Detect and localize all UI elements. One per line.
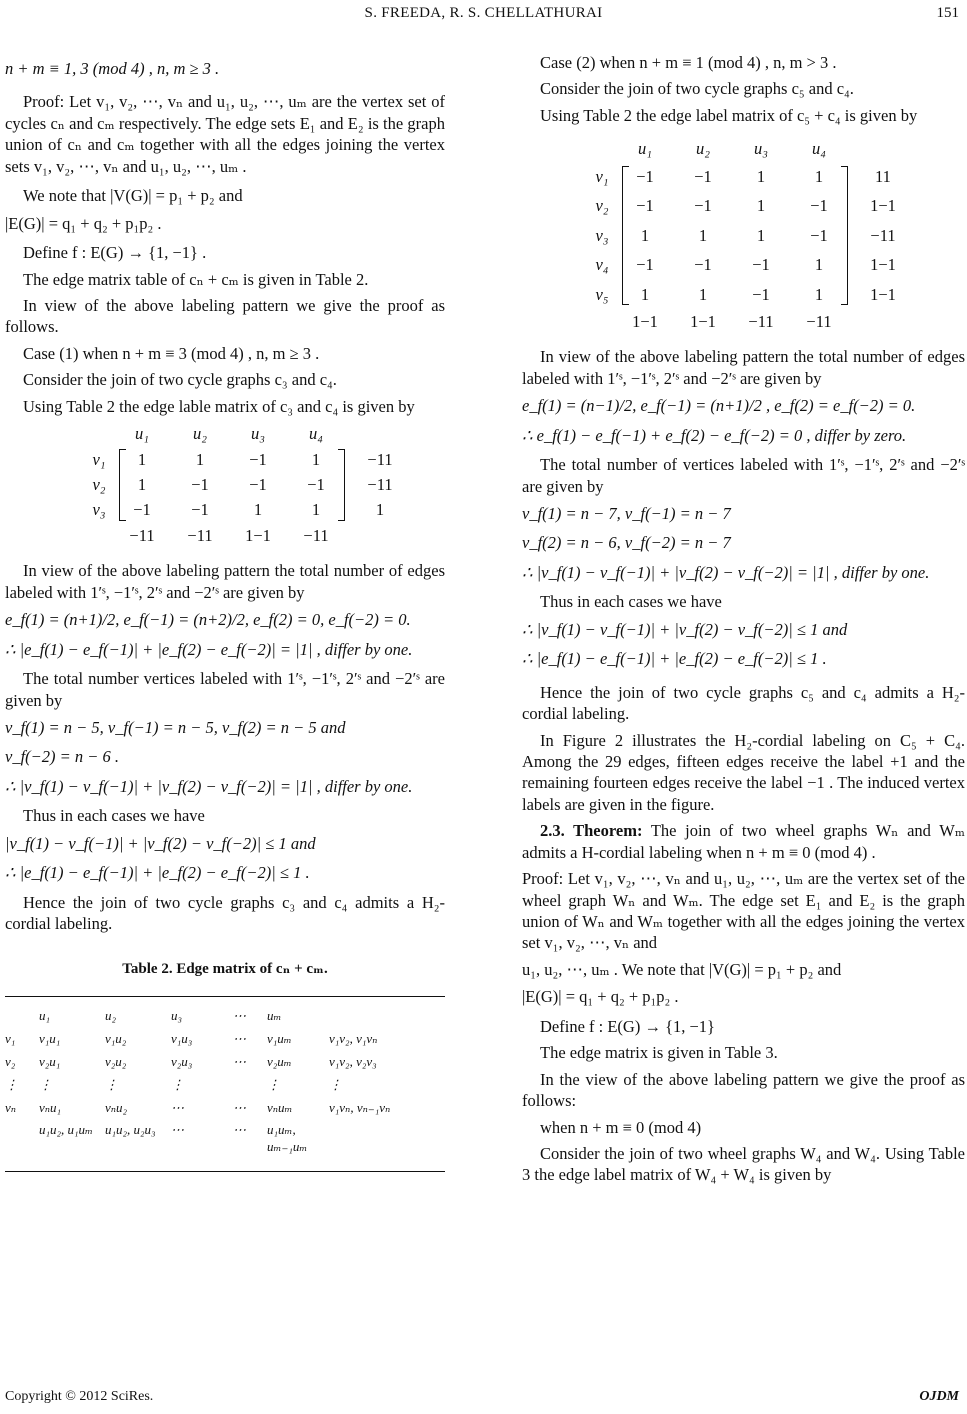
table-cell: vₙuₘ	[267, 1099, 293, 1115]
case1-conclusion: Hence the join of two cycle graphs c₃ and c₄ admits a H₂-cordial labeling.	[5, 892, 445, 933]
thus-statement: Thus in each cases we have	[540, 592, 722, 612]
matrix-bottom-cell: −11	[187, 525, 213, 545]
table-cell	[5, 1122, 35, 1156]
matrix-row-tail: 11	[875, 166, 891, 186]
case2-heading: Case (2) when n + m ≡ 1 (mod 4) , n, m > 3 .	[540, 53, 837, 72]
matrix-cell: 1	[756, 166, 766, 186]
matrix-col-header: u₄	[812, 139, 826, 159]
vertex-count-intro: The total number of vertices labeled with 1′ˢ, −1′ˢ, 2′ˢ and −2′ˢ are given by	[522, 455, 965, 496]
matrix-cell: −1	[752, 284, 770, 304]
table-cell: u₃	[171, 1007, 183, 1023]
matrix-cell: −1	[636, 255, 654, 275]
matrix-cell: 1	[311, 500, 321, 520]
wheel-proof-paragraph: Proof: Let v₁, v₂, ⋯, vₙ and u₁, u₂, ⋯, uₘ are the vertex set of the wheel graph Wₙ and Wₘ. The edge set E₁ and E₂ is the graph union of Wₙ and Wₘ together with all the edges joining the vertex set v₁, v₂, ⋯, vₙ and	[522, 869, 965, 953]
edge-count-equation: e_f(1) = (n−1)/2, e_f(−1) = (n+1)/2 , e_f(2) = e_f(−2) = 0.	[522, 396, 916, 416]
matrix-row-tail: 1−1	[870, 284, 896, 304]
matrix-brackets	[622, 166, 848, 305]
case2-conclusion: Hence the join of two cycle graphs c₅ and c₄ admits a H₂-cordial labeling.	[522, 682, 965, 724]
matrix-col-header: u₁	[638, 139, 652, 159]
table-cell: u₁u₂, u₁uₘ	[39, 1122, 94, 1138]
table-cell: uₘ	[267, 1007, 282, 1023]
matrix-cell: 1	[311, 449, 321, 469]
theorem-heading: 2.3. Theorem:	[540, 821, 643, 841]
matrix-bottom-cell: −11	[129, 525, 155, 545]
table-cell	[233, 1077, 263, 1094]
matrix-row-label: v₃	[595, 225, 609, 245]
matrix-cell: 1	[195, 449, 205, 469]
matrix-row-tail: −11	[870, 225, 896, 245]
left-column	[5, 52, 445, 1172]
table-row	[5, 1028, 445, 1051]
table-caption: Table 2. Edge matrix of cₙ + cₘ.	[122, 961, 328, 978]
page-header	[0, 4, 967, 28]
wheel-edge-count: |E(G)| = q₁ + q₂ + p₁p₂ .	[522, 987, 679, 1007]
matrix-row-tail: 1	[375, 500, 385, 520]
table-cell: ⋮	[5, 1076, 18, 1092]
theorem-2-3	[522, 820, 965, 863]
vertex-inequality: |v_f(1) − v_f(−1)| + |v_f(2) − v_f(−2)| ≤ 1 and	[5, 833, 316, 853]
define-function: Define f : E(G) → {1, −1} .	[23, 243, 207, 263]
table-cell: ⋮	[105, 1076, 118, 1092]
matrix-col-header: u₃	[754, 139, 768, 159]
vertex-count-equation: v_f(1) = n − 7, v_f(−1) = n − 7	[522, 504, 731, 523]
table-cell: v₁u₁	[39, 1030, 61, 1046]
matrix-col-header: u₂	[696, 139, 710, 159]
edge-label-matrix-c3-c4	[85, 423, 445, 546]
edge-count-intro: In view of the above labeling pattern the total number of edges labeled with 1′ˢ, −1′ˢ, 2′ˢ and −2′ˢ are given by	[522, 347, 965, 388]
matrix-cell: 1	[253, 500, 263, 520]
matrix-bottom-cell: −11	[748, 311, 774, 331]
table-row	[5, 1119, 445, 1159]
matrix-row-label: v₃	[92, 500, 106, 520]
matrix-row-tail: −11	[367, 475, 393, 494]
theorem-condition: n + m ≡ 1, 3 (mod 4) , n, m ≥ 3 .	[5, 59, 220, 78]
matrix-cell: −1	[810, 196, 828, 216]
matrix-col-header: u₂	[193, 424, 207, 444]
theorem-statement: The join of two wheel graphs Wₙ and Wₘ admits a H-cordial labeling when n + m ≡ 0 (mod 4) .	[522, 821, 965, 862]
matrix-row-label: v₁	[92, 449, 106, 469]
matrix-col-header: u₁	[135, 424, 149, 444]
matrix-cell: −1	[249, 475, 267, 494]
table-cell: ⋮	[267, 1076, 280, 1092]
table-cell: v₁v₂, v₁vₙ	[329, 1030, 378, 1046]
matrix-row-label: v₅	[595, 284, 609, 304]
matrix-cell: 1	[640, 284, 650, 304]
vertex-count-intro: The total number vertices labeled with 1′ˢ, −1′ˢ, 2′ˢ and −2′ˢ are given by	[5, 669, 445, 710]
matrix-cell: 1	[814, 255, 824, 275]
matrix-brackets	[119, 449, 345, 521]
matrix-bottom-cell: −11	[303, 525, 329, 545]
proof-intro: In view of the above labeling pattern we give the proof as follows.	[5, 295, 445, 337]
matrix-cell: −1	[191, 475, 209, 494]
matrix-cell: −1	[694, 196, 712, 216]
table-cell: ⋯	[171, 1099, 184, 1115]
edge-label-matrix-c5-c4	[588, 138, 965, 332]
matrix-row-tail: 1−1	[870, 196, 896, 216]
journal-name: OJDM	[919, 1389, 959, 1404]
table-cell	[5, 1008, 35, 1025]
table-cell: v₂	[5, 1053, 16, 1069]
wheel-table-reference: The edge matrix is given in Table 3.	[540, 1043, 778, 1063]
vertex-difference-equation: ∴ |v_f(1) − v_f(−1)| + |v_f(2) − v_f(−2)| = |1| , differ by one.	[5, 776, 413, 796]
edge-difference-equation: ∴ e_f(1) − e_f(−1) + e_f(2) − e_f(−2) = 0 , differ by zero.	[522, 425, 907, 445]
case1-matrix-intro: Using Table 2 the edge lable matrix of c₃ and c₄ is given by	[23, 396, 415, 416]
table-cell: v₁vₙ, vₙ₋₁vₙ	[329, 1099, 391, 1115]
matrix-cell: 1	[698, 225, 708, 245]
vertex-inequality: ∴ |v_f(1) − v_f(−1)| + |v_f(2) − v_f(−2)| ≤ 1 and	[522, 619, 848, 639]
table-cell	[329, 1008, 419, 1025]
table-row	[5, 1074, 445, 1097]
table-cell: ⋯	[233, 1007, 246, 1023]
matrix-bottom-cell: −11	[806, 311, 832, 331]
table-cell: v₁u₃	[171, 1030, 193, 1046]
vertex-difference-equation: ∴ |v_f(1) − v_f(−1)| + |v_f(2) − v_f(−2)| = |1| , differ by one.	[522, 562, 930, 582]
table-cell: ⋯	[233, 1099, 246, 1115]
matrix-cell: 1	[814, 284, 824, 304]
case1-heading: Case (1) when n + m ≡ 3 (mod 4) , n, m ≥ 3 .	[23, 343, 320, 363]
case2-consider: Consider the join of two cycle graphs c₅ and c₄.	[540, 79, 854, 99]
matrix-row-tail: 1−1	[870, 255, 896, 275]
edge-count-equation: e_f(1) = (n+1)/2, e_f(−1) = (n+2)/2, e_f(2) = 0, e_f(−2) = 0.	[5, 610, 411, 630]
table-cell: ⋯	[171, 1122, 184, 1138]
table-cell: ⋮	[171, 1076, 184, 1092]
thus-statement: Thus in each cases we have	[23, 806, 205, 826]
matrix-cell: −1	[307, 475, 325, 494]
matrix-cell: 1	[640, 225, 650, 245]
table-cell: v₂u₂	[105, 1053, 127, 1069]
copyright: Copyright © 2012 SciRes.	[5, 1389, 154, 1404]
matrix-cell: −1	[694, 166, 712, 186]
matrix-body	[85, 449, 445, 521]
table-cell: ⋮	[39, 1076, 52, 1092]
table-row	[5, 1051, 445, 1074]
wheel-define-function: Define f : E(G) → {1, −1}	[540, 1016, 715, 1036]
edge-inequality: ∴ |e_f(1) − e_f(−1)| + |e_f(2) − e_f(−2)| ≤ 1 .	[522, 649, 827, 669]
matrix-cell: −1	[133, 500, 151, 520]
table-cell: u₂	[105, 1007, 117, 1023]
matrix-cell: 1	[137, 475, 147, 494]
matrix-body	[588, 166, 965, 305]
matrix-cell: 1	[814, 166, 824, 186]
matrix-bottom-cell: 1−1	[632, 311, 658, 331]
matrix-bottom-cell: 1−1	[690, 311, 716, 331]
vertex-count-equation-2: v_f(−2) = n − 6 .	[5, 747, 120, 767]
vertex-count: We note that |V(G)| = p₁ + p₂ and	[23, 186, 243, 206]
figure2-description: In Figure 2 illustrates the H₂-cordial labeling on C₅ + C₄. Among the 29 edges, fifteen edges receive the label +1 and the remaining fourteen edges receive the label −1 . The induced vertex labels are given in the figure.	[522, 730, 965, 814]
table-cell: v₂uₘ	[267, 1053, 292, 1069]
table-cell: v₂u₁	[39, 1053, 61, 1069]
proof-paragraph: Proof: Let v₁, v₂, ⋯, vₙ and u₁, u₂, ⋯, uₘ are the vertex set of cycles cₙ and cₘ respectively. The edge sets E₁ and E₂ is the graph union of cₙ and cₘ together with all the edges joining the vertex sets v₁, v₂, ⋯, vₙ and u₁, u₂, ⋯, uₘ .	[5, 92, 445, 176]
case1-consider: Consider the join of two cycle graphs c₃ and c₄.	[23, 370, 337, 390]
matrix-cell: −1	[694, 255, 712, 275]
page-number: 151	[936, 5, 959, 21]
case2-matrix-intro: Using Table 2 the edge label matrix of c₅ + c₄ is given by	[540, 105, 918, 125]
matrix-col-header: u₃	[251, 424, 265, 444]
page-footer	[0, 1388, 967, 1408]
table-cell: u₁u₂, u₂u₃	[105, 1122, 156, 1138]
matrix-cell: −1	[249, 449, 267, 469]
matrix-bottom-cell: 1−1	[245, 525, 271, 545]
running-title: S. FREEDA, R. S. CHELLATHURAI	[364, 5, 603, 21]
matrix-cell: −1	[191, 500, 209, 520]
table-cell: vₙu₁	[39, 1099, 62, 1115]
table-cell: v₁uₘ	[267, 1030, 292, 1046]
wheel-proof-intro: In the view of the above labeling pattern we give the proof as follows:	[522, 1069, 965, 1111]
matrix-cell: 1	[137, 449, 147, 469]
edge-matrix-table	[5, 996, 445, 1172]
table-cell: ⋯	[233, 1122, 246, 1138]
table-cell: vₙu₂	[105, 1099, 128, 1115]
table-cell	[329, 1122, 419, 1156]
right-column	[522, 52, 965, 1191]
table-row	[5, 1097, 445, 1120]
edge-count-intro: In view of the above labeling pattern the total number of edges labeled with 1′ˢ, −1′ˢ, 2′ˢ and −2′ˢ are given by	[5, 561, 445, 602]
matrix-row-label: v₄	[595, 255, 609, 275]
matrix-cell: −1	[810, 225, 828, 245]
table-row	[5, 1005, 445, 1028]
vertex-count-equation: v_f(1) = n − 5, v_f(−1) = n − 5, v_f(2) = n − 5 and	[5, 717, 346, 737]
matrix-cell: −1	[636, 166, 654, 186]
table-cell: ⋮	[329, 1076, 342, 1092]
table-cell: v₁v₂, v₂v₃	[329, 1053, 377, 1069]
matrix-cell: 1	[756, 196, 766, 216]
table-reference: The edge matrix table of cₙ + cₘ is given in Table 2.	[23, 269, 369, 289]
edge-difference-equation: ∴ |e_f(1) − e_f(−1)| + |e_f(2) − e_f(−2)| = |1| , differ by one.	[5, 639, 413, 659]
table-cell: v₁	[5, 1030, 16, 1046]
wheel-case: when n + m ≡ 0 (mod 4)	[540, 1117, 702, 1137]
table-cell: u₁	[39, 1007, 51, 1023]
table-cell: v₁u₂	[105, 1030, 127, 1046]
table-cell: vₙ	[5, 1099, 17, 1115]
matrix-cell: −1	[752, 255, 770, 275]
matrix-cell: 1	[756, 225, 766, 245]
edge-inequality: ∴ |e_f(1) − e_f(−1)| + |e_f(2) − e_f(−2)| ≤ 1 .	[5, 863, 310, 883]
wheel-vertex-count: u₁, u₂, ⋯, uₘ . We note that |V(G)| = p₁ + p₂ and	[522, 959, 842, 979]
matrix-row-label: v₁	[595, 166, 609, 186]
matrix-cell: −1	[636, 196, 654, 216]
table-cell: ⋯	[233, 1030, 246, 1046]
table-cell: v₂u₃	[171, 1053, 193, 1069]
matrix-row-tail: −11	[367, 449, 393, 469]
matrix-row-label: v₂	[595, 196, 609, 216]
matrix-row-label: v₂	[92, 475, 106, 494]
table-cell: ⋯	[233, 1053, 246, 1069]
wheel-consider: Consider the join of two wheel graphs W₄ and W₄. Using Table 3 the edge label matrix of W₄ + W₄ is given by	[522, 1143, 965, 1185]
table-cell: u₁uₘ, uₘ₋₁uₘ	[267, 1122, 308, 1155]
matrix-cell: 1	[698, 284, 708, 304]
vertex-count-equation-2: v_f(2) = n − 6, v_f(−2) = n − 7	[522, 533, 731, 553]
edge-count: |E(G)| = q₁ + q₂ + p₁p₂ .	[5, 213, 162, 233]
matrix-col-header: u₄	[309, 424, 323, 444]
